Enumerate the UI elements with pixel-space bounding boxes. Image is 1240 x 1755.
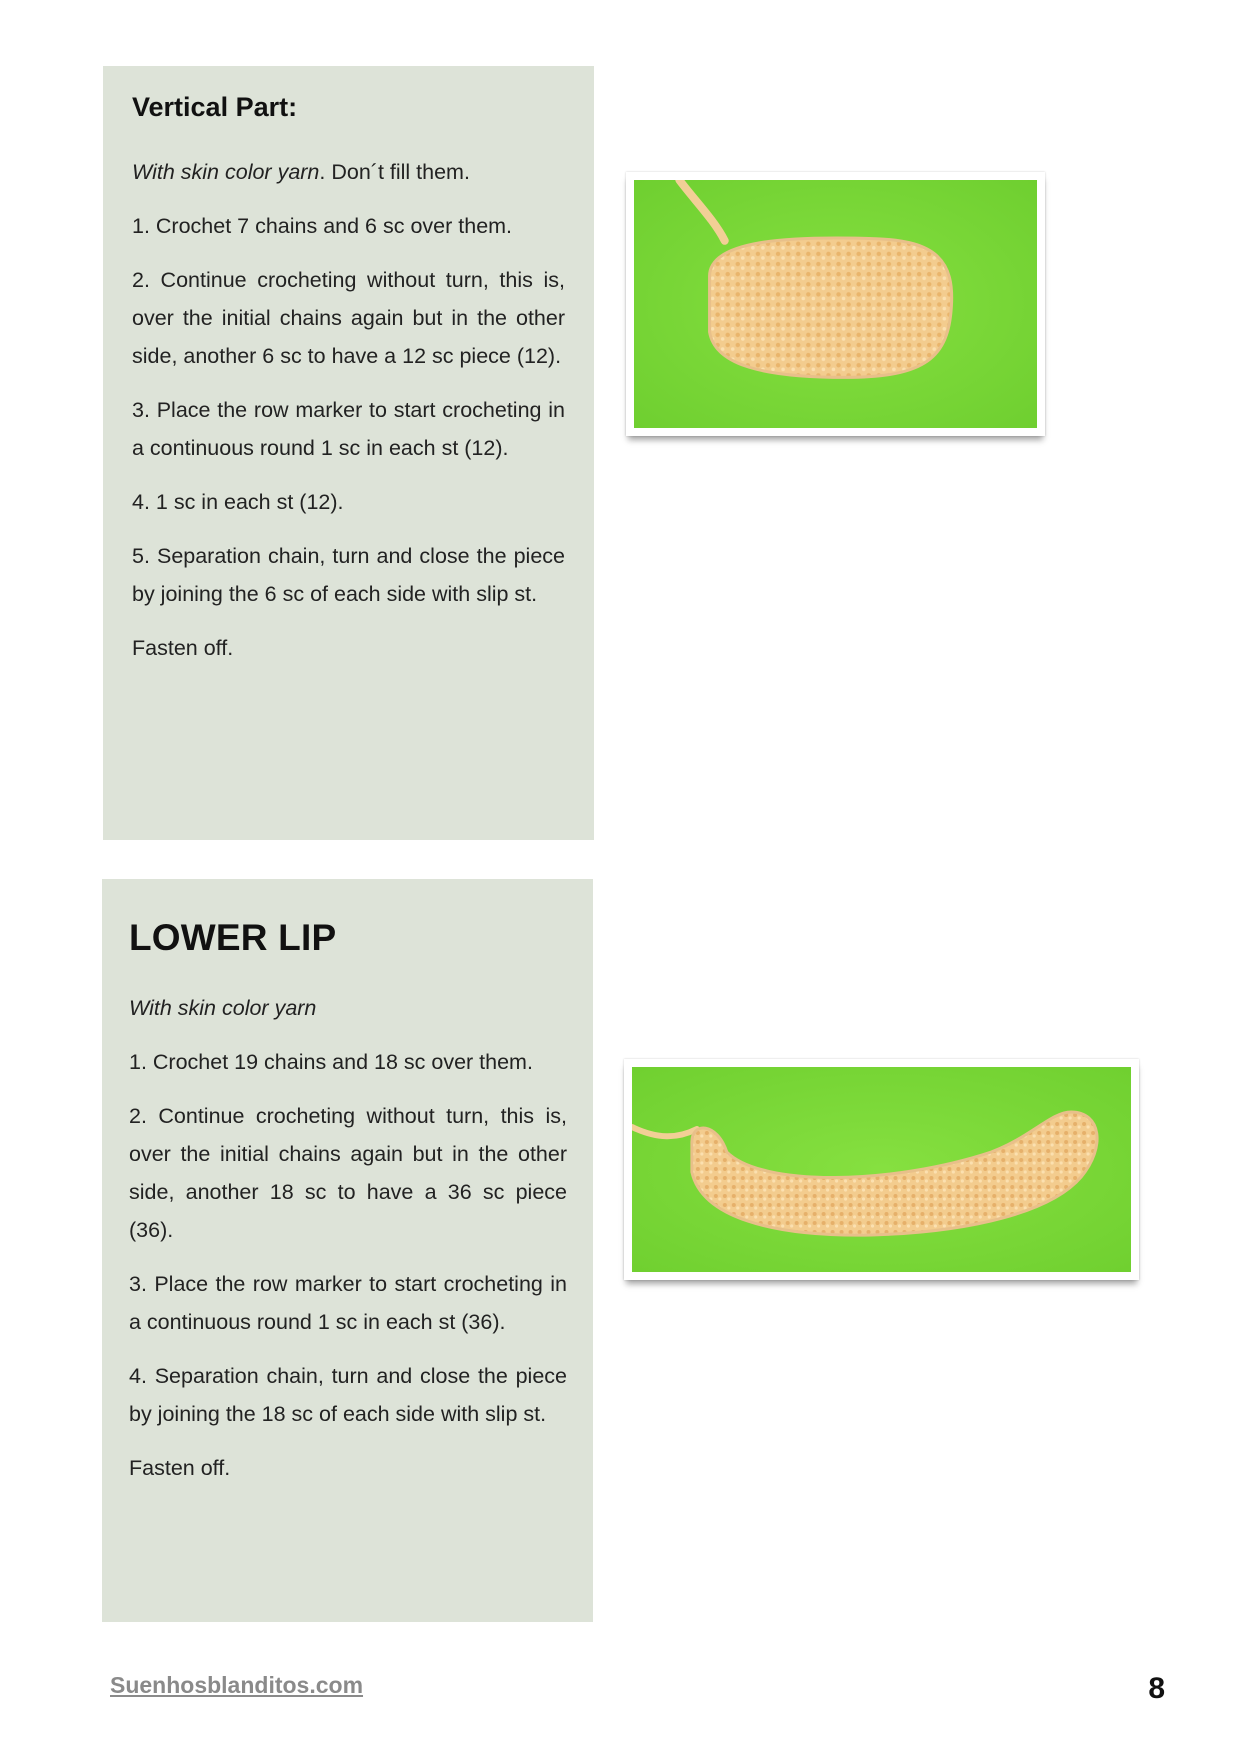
intro-text [129,989,567,1027]
step-item: 3. Place the row marker to start crocheting in a continuous round 1 sc in each st (36). [129,1272,567,1334]
closing-text: Fasten off. [129,1456,231,1480]
page-number: 8 [1148,1672,1165,1705]
section-heading: LOWER LIP [129,917,337,958]
site-link[interactable]: Suenhosblanditos.com [110,1672,364,1698]
step-item: 5. Separation chain, turn and close the piece by joining the 6 sc of each side with slip st. [132,544,565,606]
step-item: 2. Continue crocheting without turn, this is, over the initial chains again but in the other side, another 6 sc to have a 12 sc piece (12). [132,268,565,368]
intro-italic: With skin color yarn [132,160,320,184]
section-heading: Vertical Part: [132,92,298,122]
step-item: 3. Place the row marker to start crocheting in a continuous round 1 sc in each st (12). [132,398,565,460]
crochet-lip-image [632,1067,1131,1272]
instruction-panel-lower-lip [102,879,593,1622]
step-item: 2. Continue crocheting without turn, this is, over the initial chains again but in the other side, another 18 sc to have a 36 sc piece (36). [129,1104,567,1242]
closing-text: Fasten off. [132,636,234,660]
crochet-piece-photo [626,172,1045,436]
step-item: 4. Separation chain, turn and close the piece by joining the 18 sc of each side with slip st. [129,1364,567,1426]
intro-italic: With skin color yarn [129,996,317,1020]
crochet-lip-photo [624,1059,1139,1280]
step-item: 1. Crochet 7 chains and 6 sc over them. [132,214,513,238]
instruction-panel-vertical-part [103,66,594,840]
intro-rest: . Don´t fill them. [319,160,470,184]
crochet-piece-image [634,180,1037,428]
step-item: 4. 1 sc in each st (12). [132,490,344,514]
step-item: 1. Crochet 19 chains and 18 sc over them. [129,1050,533,1074]
intro-text [132,153,565,191]
